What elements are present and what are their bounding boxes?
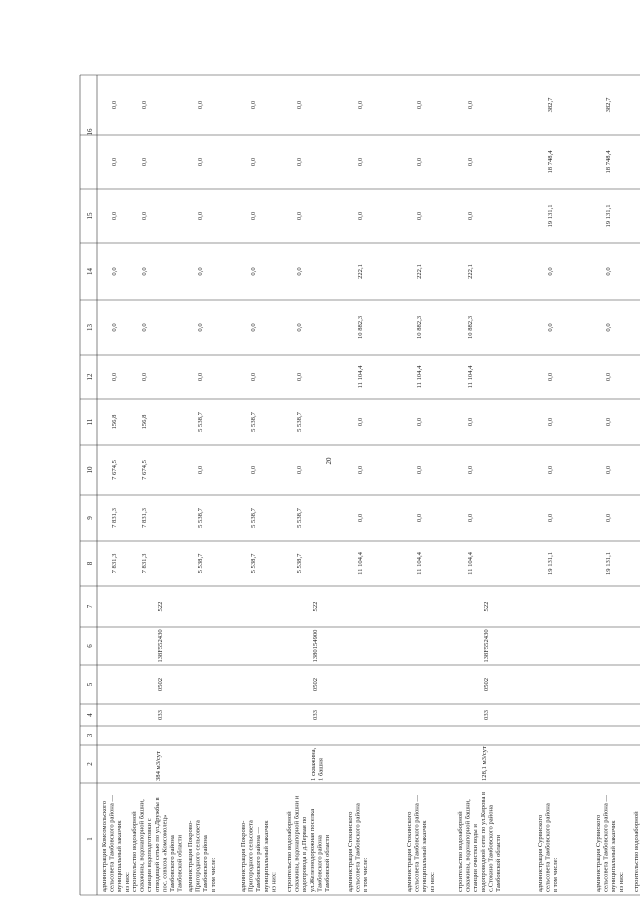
amount-cell: 0,0 <box>197 157 204 167</box>
amount-cell: 0,0 <box>141 323 148 332</box>
column-number-label: 15 <box>86 212 94 220</box>
amount-cell: 5 538,7 <box>296 508 303 528</box>
amount-cell: 0,0 <box>547 372 554 382</box>
amount-cell: 0,0 <box>296 465 303 475</box>
row-description-line: водопровода в д.Первая по <box>301 816 309 892</box>
amount-cell: 0,0 <box>250 211 257 221</box>
row-description-line: муниципальный заказчик <box>116 820 124 892</box>
row-description-line: сельсовета Тамбовского района <box>544 803 552 892</box>
row-description-line: из них: <box>617 872 625 892</box>
amount-cell: 222,1 <box>357 264 364 279</box>
row-description-line: администрация Покрово- <box>240 820 247 892</box>
row-description-line: Тамбовской области <box>495 835 502 892</box>
amount-cell: 0,0 <box>416 157 423 167</box>
row-description-line: с.Стокино Тамбовского района <box>487 805 495 892</box>
row-description-line: Тамбовской области <box>176 835 184 892</box>
amount-cell: 0,0 <box>547 417 554 427</box>
amount-cell: 0,0 <box>197 211 204 221</box>
code-cell: 522 <box>483 601 490 612</box>
amount-cell: 0,0 <box>416 465 423 475</box>
row-description-line: строительство водозаборной <box>457 811 464 892</box>
column-number-label: 6 <box>86 644 94 648</box>
column-number-label: 5 <box>86 682 94 687</box>
column-number-label: 1 <box>86 837 94 841</box>
row-description-line: муниципальный заказчик <box>610 820 618 892</box>
amount-cell: 7 831,3 <box>111 553 118 574</box>
amount-cell: 7 831,3 <box>141 508 148 528</box>
row-description-line: Пригородного сельсовета <box>194 820 202 892</box>
amount-cell: 7 674,5 <box>111 460 118 480</box>
amount-cell: 0,0 <box>141 267 148 276</box>
amount-cell: 0,0 <box>547 513 554 523</box>
amount-cell: 0,0 <box>197 267 204 276</box>
amount-cell: 0,0 <box>467 157 474 167</box>
row-description-line: сельсовета Тамбовского района — <box>602 794 610 892</box>
column-number-label: 4 <box>86 713 94 717</box>
amount-cell: 11 104,4 <box>357 365 364 389</box>
column-number-label: 10 <box>86 466 94 474</box>
amount-cell: 19 131,1 <box>605 551 612 576</box>
row-description-line: Тамбовского района — <box>255 826 263 892</box>
amount-cell: 11 104,4 <box>467 365 474 389</box>
row-description-line: ул.Железнодорожная поселка <box>308 808 316 892</box>
amount-cell: 11 104,4 <box>416 365 423 389</box>
amount-cell: 0,0 <box>197 100 204 110</box>
row-description-line: пос. совхоза «Комсомолец» <box>161 814 169 892</box>
code-cell: 033 <box>157 710 164 720</box>
row-description-line: Тамбовской области <box>324 835 331 892</box>
code-cell: 0502 <box>483 677 490 692</box>
amount-cell: 382,7 <box>547 97 554 113</box>
amount-cell: 0,0 <box>296 211 303 221</box>
amount-cell: 0,0 <box>357 513 364 523</box>
amount-cell: 5 538,7 <box>197 508 204 528</box>
amount-cell: 0,0 <box>141 211 148 221</box>
amount-cell: 0,0 <box>547 323 554 332</box>
amount-cell: 0,0 <box>197 372 204 382</box>
row-description-line: администрация Стокинского <box>406 811 413 892</box>
column-number-label: 16 <box>86 128 94 136</box>
row-description-line: администрация Сурвиского <box>595 814 602 892</box>
row-description-line: в том числе: <box>362 857 370 892</box>
amount-cell: 0,0 <box>250 100 257 110</box>
amount-cell: 0,0 <box>141 100 148 110</box>
amount-cell: 11 104,4 <box>357 552 364 575</box>
amount-cell: 5 538,7 <box>296 553 303 574</box>
amount-cell: 0,0 <box>250 267 257 276</box>
code-cell: 1380154900 <box>312 629 319 663</box>
code-cell: 0502 <box>312 677 319 692</box>
row-description-line: водопроводной сети по ул.Кирова в <box>479 791 487 892</box>
amount-cell: 0,0 <box>467 211 474 221</box>
row-description-line: в том числе: <box>209 857 217 892</box>
row-description-line: Тамбовского района <box>202 835 210 892</box>
amount-cell: 5 538,7 <box>250 412 257 432</box>
amount-cell: 0,0 <box>605 323 612 332</box>
amount-cell: 0,0 <box>197 323 204 332</box>
amount-cell: 10 882,3 <box>416 315 423 340</box>
row-description-line: администрация Стокинского <box>347 811 354 892</box>
row-description-line: скважины, водонапорной башни и <box>293 795 301 892</box>
capacity-cell: 128,1 м3/сут <box>481 746 488 781</box>
amount-cell: 0,0 <box>111 267 118 276</box>
amount-cell: 0,0 <box>605 372 612 382</box>
amount-cell: 5 538,7 <box>296 412 303 432</box>
row-description-line: скважины, водонапорной башни, <box>138 799 146 892</box>
amount-cell: 0,0 <box>250 465 257 475</box>
amount-cell: 0,0 <box>250 372 257 382</box>
amount-cell: 0,0 <box>357 157 364 167</box>
amount-cell: 7 831,3 <box>111 508 118 528</box>
row-description-line: администрация Покрово- <box>187 820 194 892</box>
row-description-line: строительство водозаборной <box>633 811 640 892</box>
column-number-label: 9 <box>86 516 94 520</box>
amount-cell: 0,0 <box>467 465 474 475</box>
row-description-line: строительство водозаборной <box>131 811 138 892</box>
amount-cell: 156,8 <box>141 414 148 430</box>
row-description-line: скважины, водонапорной башни, <box>464 799 472 892</box>
code-cell: 522 <box>312 601 319 612</box>
amount-cell: 10 882,3 <box>357 315 364 340</box>
amount-cell: 0,0 <box>547 267 554 276</box>
amount-cell: 0,0 <box>416 513 423 523</box>
row-description-line: станции очистки воды и <box>472 824 480 892</box>
row-description-line: станции водоподготовки с <box>146 818 154 892</box>
amount-cell: 0,0 <box>467 417 474 427</box>
amount-cell: 0,0 <box>416 211 423 221</box>
row-description-line: сельсовета Тамбовского района <box>354 803 362 892</box>
row-description-line: из них: <box>428 872 436 892</box>
page-number: 20 <box>325 457 333 465</box>
amount-cell: 222,1 <box>416 264 423 279</box>
amount-cell: 0,0 <box>111 157 118 167</box>
amount-cell: 0,0 <box>296 267 303 276</box>
amount-cell: 11 104,4 <box>416 552 423 575</box>
amount-cell: 0,0 <box>141 157 148 167</box>
row-description-line: сельсовета Тамбовского района — <box>413 794 421 892</box>
amount-cell: 0,0 <box>357 417 364 427</box>
amount-cell: 382,7 <box>605 97 612 113</box>
amount-cell: 0,0 <box>296 323 303 332</box>
amount-cell: 11 104,4 <box>467 552 474 575</box>
amount-cell: 156,8 <box>111 414 118 430</box>
column-number-label: 14 <box>86 268 94 275</box>
row-description-line: администрация Комсомольского <box>101 800 108 892</box>
amount-cell: 0,0 <box>197 465 204 475</box>
amount-cell: 0,0 <box>605 267 612 276</box>
code-cell: 033 <box>483 710 490 720</box>
amount-cell: 0,0 <box>547 465 554 475</box>
amount-cell: 0,0 <box>250 323 257 332</box>
row-description-line: из них: <box>270 872 278 892</box>
row-description-line: Тамбовского района <box>316 835 324 892</box>
amount-cell: 0,0 <box>605 417 612 427</box>
capacity-cell: 1 башня <box>317 758 325 781</box>
amount-cell: 7 831,3 <box>141 553 148 574</box>
row-description-line: администрация Сурвиского <box>537 814 544 892</box>
amount-cell: 0,0 <box>357 465 364 475</box>
amount-cell: 0,0 <box>467 513 474 523</box>
amount-cell: 19 131,1 <box>605 204 612 228</box>
capacity-cell: 1 скважина, <box>310 747 317 781</box>
row-description-line: муниципальный заказчик <box>421 820 429 892</box>
amount-cell: 222,1 <box>467 264 474 279</box>
row-description-line: сельсовета Тамбовского района — <box>108 794 116 892</box>
code-cell: 0502 <box>157 677 164 692</box>
code-cell: 522 <box>157 601 164 612</box>
amount-cell: 18 748,4 <box>547 150 554 174</box>
amount-cell: 19 131,1 <box>547 551 554 576</box>
amount-cell: 0,0 <box>111 372 118 382</box>
amount-cell: 0,0 <box>111 100 118 110</box>
column-number-label: 11 <box>86 418 94 426</box>
amount-cell: 10 882,3 <box>467 315 474 340</box>
row-description-line: муниципальный заказчик <box>262 820 270 892</box>
amount-cell: 0,0 <box>416 417 423 427</box>
amount-cell: 0,0 <box>141 372 148 382</box>
row-description-line: Пригородного сельсовета <box>247 820 255 892</box>
amount-cell: 0,0 <box>250 157 257 167</box>
column-number-label: 3 <box>86 733 94 738</box>
amount-cell: 0,0 <box>357 211 364 221</box>
amount-cell: 0,0 <box>296 100 303 110</box>
amount-cell: 0,0 <box>467 100 474 110</box>
column-number-label: 13 <box>86 324 94 331</box>
amount-cell: 18 748,4 <box>605 150 612 174</box>
column-number-label: 7 <box>86 604 94 609</box>
column-number-label: 2 <box>86 762 94 766</box>
code-cell: 033 <box>312 710 319 720</box>
code-cell: 138F552430 <box>483 629 490 663</box>
row-description-line: отводящей сетью по ул.Дружбы в <box>153 797 161 892</box>
amount-cell: 5 538,7 <box>197 553 204 574</box>
column-number-label: 8 <box>86 561 94 566</box>
row-description-line: строительство водозаборной <box>286 811 293 892</box>
amount-cell: 0,0 <box>296 157 303 167</box>
amount-cell: 0,0 <box>416 100 423 110</box>
column-number-label: 12 <box>86 373 94 381</box>
amount-cell: 0,0 <box>111 211 118 221</box>
amount-cell: 0,0 <box>605 465 612 475</box>
amount-cell: 19 131,1 <box>547 204 554 228</box>
row-description-line: в том числе: <box>552 857 560 892</box>
amount-cell: 0,0 <box>357 100 364 110</box>
amount-cell: 5 538,7 <box>197 412 204 432</box>
capacity-cell: 384 м3/сут <box>155 751 162 781</box>
amount-cell: 7 674,5 <box>141 460 148 480</box>
row-description-line: Тамбовского района <box>169 835 176 892</box>
amount-cell: 0,0 <box>605 513 612 523</box>
row-description-line: из них: <box>123 872 131 892</box>
amount-cell: 0,0 <box>111 323 118 332</box>
amount-cell: 0,0 <box>296 372 303 382</box>
code-cell: 138F552430 <box>157 629 164 663</box>
amount-cell: 5 538,7 <box>250 508 257 528</box>
amount-cell: 5 538,7 <box>250 553 257 574</box>
